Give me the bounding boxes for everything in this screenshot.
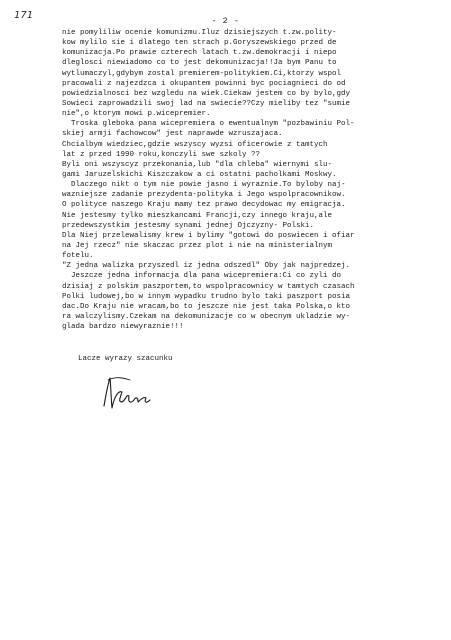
handwritten-signature [96, 372, 176, 414]
body-line: glada bardzo niewyraznie!!! [62, 323, 184, 332]
body-line: pracowali z najezdzca i okupantem powinni byc pociagnieci do od [62, 79, 346, 88]
body-line: Polki ludowej,bo w innym wypadku trudno bylo taki paszport posia [62, 292, 351, 301]
body-line: "Z jedna walizka przyszedl iz jedna odszedl" Oby jak najpredzej. [62, 262, 351, 271]
body-line: Dla Niej przelewalismy krew i bylimy "gotowi do poswiecen i ofiar [62, 231, 355, 240]
closing-salutation: Lacze wyrazy szacunku [78, 355, 173, 363]
body-line: powiedzialnosci bez wzgledu na wiek.Ciekaw jestem co by bylo,gdy [62, 89, 351, 98]
body-line: dac.Do Kraju nie wracam,bo to jeszcze nie jest taka Polska,o kto [62, 302, 351, 311]
body-line: O polityce naszego Kraju mamy tez prawo decydowac my emigracja. [62, 201, 346, 210]
body-line: wytlumaczyl,gdybym zostal premierem-politykiem.Ci,ktorzy wspol [62, 69, 342, 78]
body-line: na Jej rzecz" nie skaczac przez plot i nie na ministerialnym [62, 241, 333, 250]
page-number: - 2 - [211, 16, 240, 26]
body-line: Dlaczego nikt o tym nie powie jasno i wyraznie.To byloby naj- [62, 181, 346, 190]
body-line: Chcialbym wiedziec,gdzie wszyscy wyzsi oficerowie z tamtych [62, 140, 328, 149]
body-line: nie",o ktorym mowi p.wicepremier. [62, 110, 211, 119]
body-line: Troska gleboka pana wicepremiera o ewentualnym "pozbawiniu Pol- [62, 120, 355, 129]
body-line: wazniejsze zadanie prezydenta-polityka i Jego wspolpracownikow. [62, 191, 346, 200]
body-line: Byli oni wszyscyz przekonania,lub "dla chleba" wiernymi slu- [62, 160, 333, 169]
body-line: skiej armji fachowcow" jest naprawde wzruszajaca. [62, 130, 283, 139]
body-line: przedewszystkim jestesmy synami jednej Ojczyzny- Polski. [62, 221, 315, 230]
body-line: Sowieci zaprowadzili swoj lad na swiecie??Czy mieliby tez "sumie [62, 99, 351, 108]
body-line: dzisiaj z polskim paszportem,to wspolpracownicy w tamtych czasach [62, 282, 355, 291]
body-line: Jeszcze jedna informacja dla pana wicepremiera:Ci co zyli do [62, 272, 342, 281]
body-line: lat z przed 1990 roku,konczyli swe szkoly ?? [62, 150, 261, 159]
body-line: fotelu. [62, 252, 94, 261]
body-line: ra walczylismy.Czekam na dekomunizacje co w obecnym ukladzie wy- [62, 312, 351, 321]
body-line: gami Jaruzelskichi Kiszczakow a ci ostatni pacholkami Moskwy. [62, 170, 337, 179]
archive-number: 171 [14, 10, 34, 21]
body-line: nie pomyliliw ocenie komunizmu.Iluz dzisiejszych t.zw.polity- [62, 29, 337, 37]
letter-body [62, 28, 437, 332]
body-line: dleglosci niewiadomo co to jest dekomunizacja!!Ja bym Panu to [62, 59, 337, 68]
body-line: kow mylilo sie i dlatego ten strach p.Goryszewskiego przed de [62, 39, 337, 48]
body-line: Nie jestesmy tylko mieszkancami Francji,czy innego kraju,ale [62, 211, 333, 220]
body-line: komunizacja.Po prawie czterech latach t.zw.demokracji i niepo [62, 49, 337, 58]
